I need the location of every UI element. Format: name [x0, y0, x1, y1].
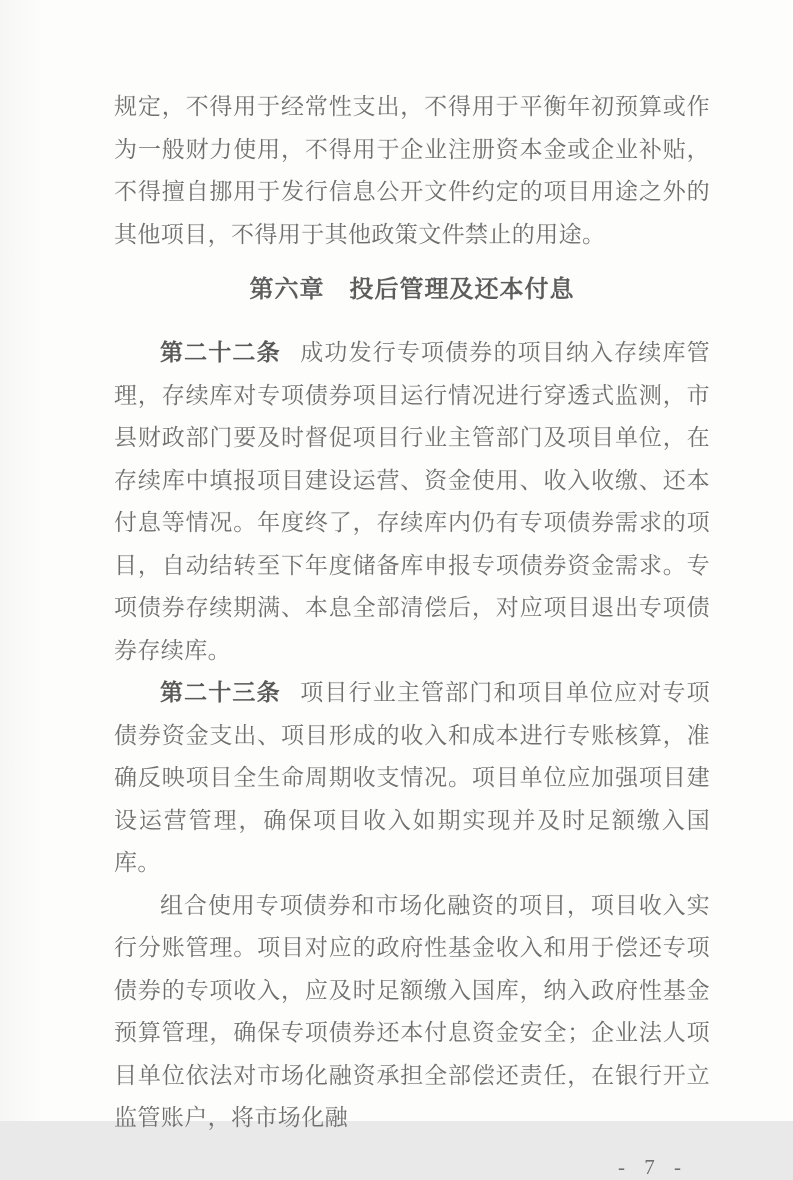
chapter-heading: 第六章 投后管理及还本付息 — [249, 277, 575, 303]
paragraph-article-22 — [114, 332, 710, 672]
paragraph-article-23 — [114, 672, 710, 885]
article-23-text: 项目行业主管部门和项目单位应对专项债券资金支出、项目形成的收入和成本进行专账核算，准确反映项目全生命周期收支情况。项目单位应加强项目建设运营管理，确保项目收入如期实现并及时足额缴入国库。 — [114, 680, 710, 875]
article-22-text: 成功发行专项债券的项目纳入存续库管理，存续库对专项债券项目运行情况进行穿透式监测，市县财政部门要及时督促项目行业主管部门及项目单位，在存续库中填报项目建设运营、资金使用、收入收缴、还本付息等情况。年度终了，存续库内仍有专项债券需求的项目，自动结转至下年度储备库申报专项债券资金需求。专项债券存续期满、本息全部清偿后，对应项目退出专项债券存续库。 — [114, 340, 710, 663]
page-number: - 7 - — [618, 1154, 688, 1179]
paragraph-continuation: 规定，不得用于经常性支出，不得用于平衡年初预算或作为一般财力使用，不得用于企业注册资本金或企业补贴，不得擅自挪用于发行信息公开文件约定的项目用途之外的其他项目，不得用于其他政策文件禁止的用途。 — [114, 94, 710, 247]
article-22-label: 第二十二条 — [160, 340, 281, 365]
article-23-label: 第二十三条 — [160, 680, 281, 705]
paragraph-combined-financing: 组合使用专项债券和市场化融资的项目，项目收入实行分账管理。项目对应的政府性基金收入和用于偿还专项债券的专项收入，应及时足额缴入国库，纳入政府性基金预算管理，确保专项债券还本付息资金安全；企业法人项目单位依法对市场化融资承担全部偿还责任，在银行开立监管账户，将市场化融 — [114, 892, 710, 1130]
